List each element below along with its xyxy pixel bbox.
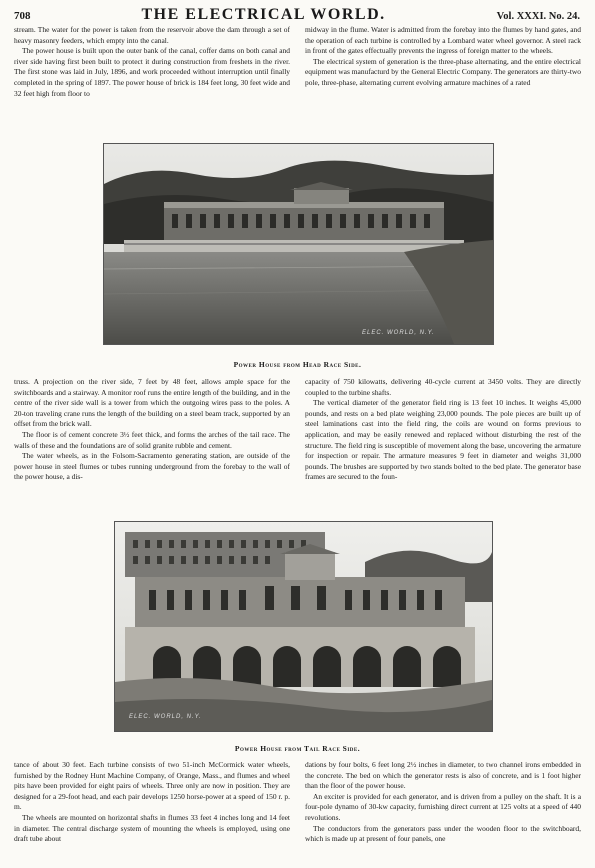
paragraph: truss. A projection on the river side, 7 feet by 48 feet, allows ample space for the switchboards and a stairway. A monitor roof runs the entire length of the building, and in the centre of the river side wall is a tower from which the outgoing wires pass to the poles. A 20-ton traveling crane runs the length of the building on a steel beam track, supported by an offset from the brick wall. xyxy=(14,377,290,429)
paragraph: The conductors from the generators pass under the wooden floor to the switchboard, which is made up at present of four panels, one xyxy=(305,823,581,844)
issue-number: Vol. XXXI. No. 24. xyxy=(496,11,580,22)
photo-credit: ELEC. WORLD, N.Y. xyxy=(129,714,202,720)
power-house-head-race-illustration xyxy=(104,144,493,344)
paragraph: The power house is built upon the outer bank of the canal, coffer dams on both canal and river side having first been built to protect it during construction from freshets in the river. The first stone was laid in July, 1896, and work proceeded without interruption until finally completed in the spring of 1897. The power house of brick is 184 feet long, 30 feet wide and 32 feet high from floor to xyxy=(14,46,290,98)
column-bottom-right xyxy=(305,760,581,866)
paragraph: stream. The water for the power is taken from the reservoir above the dam through a set of heavy masonry feeders, which empty into the canal. xyxy=(14,25,290,45)
paragraph: The wheels are mounted on horizontal shafts in flumes 33 feet 4 inches long and 14 feet in diameter. The central discharge system of mounting the wheels is employed, using one draft tube about xyxy=(14,812,290,844)
paragraph: The floor is of cement concrete 3½ feet thick, and forms the arches of the tail race. The walls of these and the foundations are of solid granite rubble and cement. xyxy=(14,429,290,450)
page-header xyxy=(14,6,580,22)
paragraph: The electrical system of generation is the three-phase alternating, and the entire electrical equipment was manufacturd by the General Electric Company. The generators are thirty-two pole, three-phase, alternating current evolving armature machines of a rated xyxy=(305,56,581,87)
masthead: THE ELECTRICAL WORLD. xyxy=(141,6,386,23)
column-top-left xyxy=(14,25,290,135)
paragraph: tance of about 30 feet. Each turbine consists of two 51-inch McCormick water wheels, furnished by the Rodney Hunt Machine Company, of Orange, Mass., and flumes and wheel pits have been provided for eight pairs of wheels. Three only are now in position. They are designed for a 29-foot head, and each pair develops 1250 horse-power at a speed of 150 r. p. m. xyxy=(14,760,290,812)
paragraph: midway in the flume. Water is admitted from the forebay into the flumes by hand gates, and the operation of each turbine is controlled by a Lombard water wheel governor. A steel rack in front of the gates effectually prevents the ingress of foreign matter to the wheels. xyxy=(305,25,581,56)
photo-head-race-side xyxy=(103,143,494,345)
page-number: 708 xyxy=(14,10,31,22)
paragraph: An exciter is provided for each generator, and is driven from a pulley on the shaft. It is a four-pole dynamo of 30-kw capacity, furnishing direct current at 125 volts at a speed of 440 revolutions. xyxy=(305,791,581,822)
paragraph: capacity of 750 kilowatts, delivering 40-cycle current at 3450 volts. They are directly coupled to the turbine shafts. xyxy=(305,377,581,397)
power-house-tail-race-illustration xyxy=(115,522,492,731)
photo-caption-tail-race: Power House from Tail Race Side. xyxy=(234,744,361,753)
paragraph: The vertical diameter of the generator field ring is 13 feet 10 inches. It weighs 45,000 pounds, and rests on a bed plate weighing 23,000 pounds. The pole pieces are built up of steel laminations cast into the field ring, the coils are wound on forms previous to application, and may be easily renewed and replaced without disturbing the rest of the structure. The field ring is susceptible of movement along the base, uncovering the armature for inspection or repair. The armature measures 9 feet in diameter and weighs 31,000 pounds. The brushes are supported by two stands bolted to the bed plate. The generator base frames are secured to the foun- xyxy=(305,398,581,482)
photo-caption-head-race: Power House from Head Race Side. xyxy=(233,360,362,369)
paragraph: The water wheels, as in the Folsom-Sacramento generating station, are outside of the power house in steel flumes or tubes running underground from the forebay to the wall of the power house, a dis- xyxy=(14,451,290,482)
column-bottom-left xyxy=(14,760,290,866)
column-middle-left xyxy=(14,377,290,519)
photo-credit: ELEC. WORLD, N.Y. xyxy=(362,330,435,336)
photo-tail-race-side xyxy=(114,521,493,732)
paragraph: dations by four bolts, 6 feet long 2½ inches in diameter, to two channel irons embedded in the concrete. The bed on which the generator rests is also of concrete, and is 1 foot higher than the floor of the power house. xyxy=(305,760,581,791)
column-top-right xyxy=(305,25,581,135)
column-middle-right xyxy=(305,377,581,519)
